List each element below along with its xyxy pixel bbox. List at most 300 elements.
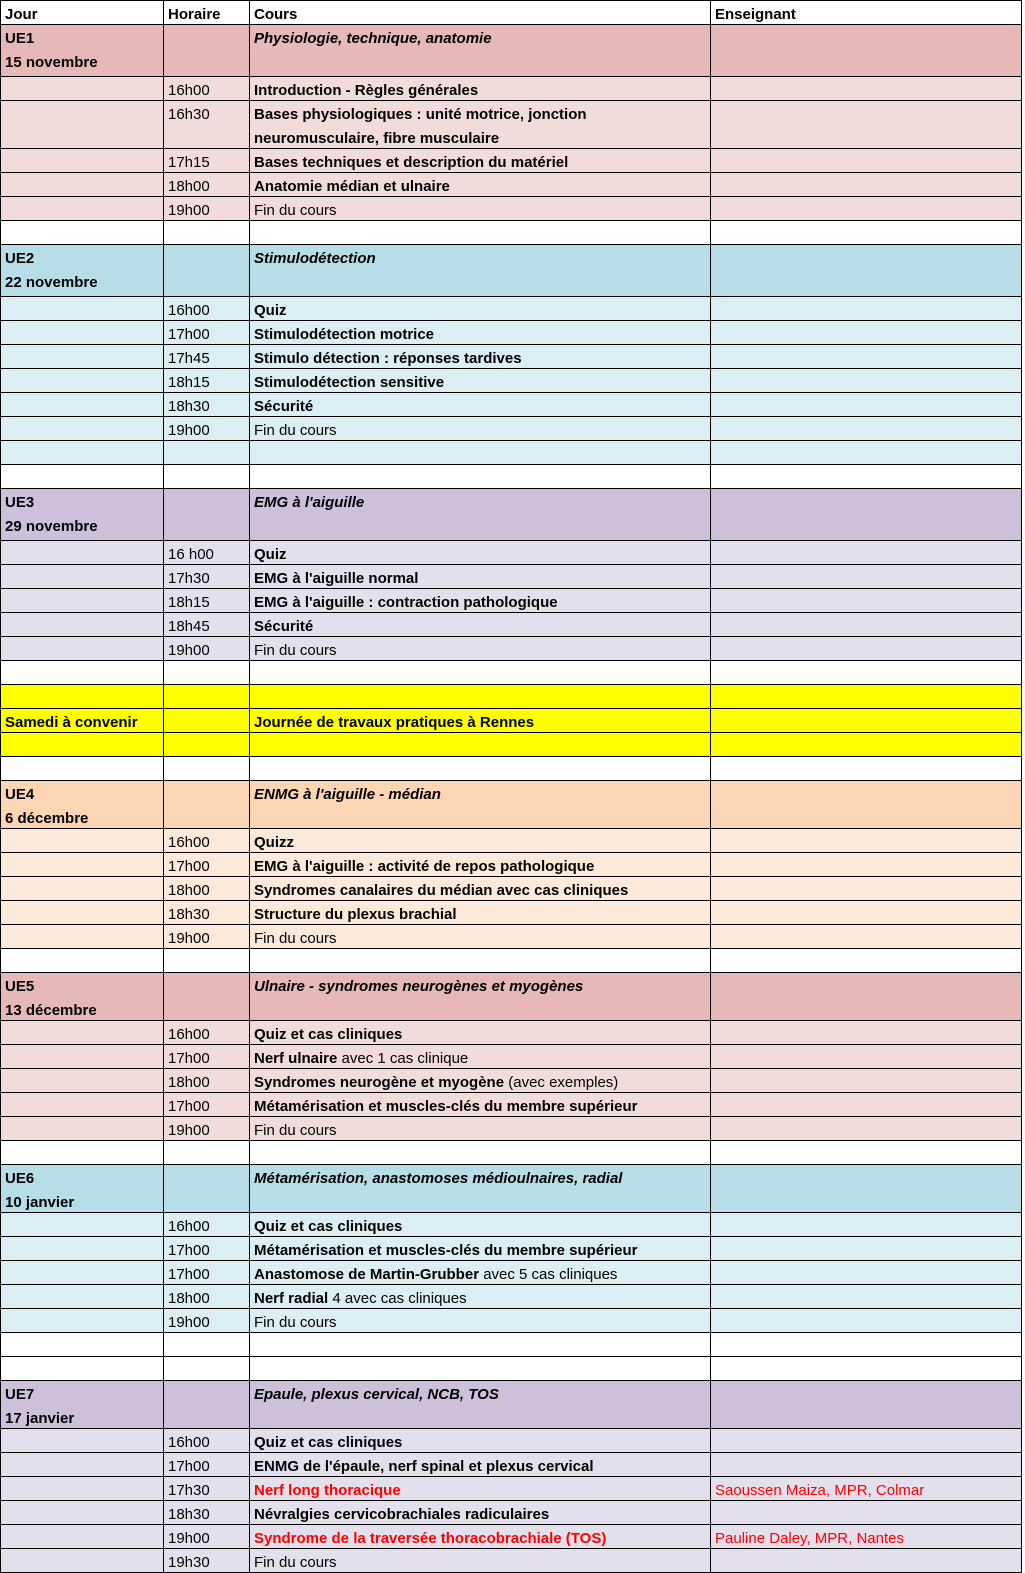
unit-title: ENMG à l'aiguille - médian [254, 786, 441, 803]
cell-cours [250, 973, 711, 1021]
cell-horaire: 17h15 [164, 149, 250, 173]
cell-cours [250, 465, 711, 489]
course-text: Quiz et cas cliniques [254, 1434, 403, 1451]
cell-jour [0, 321, 164, 345]
cell-cours [250, 1093, 711, 1117]
cell-jour: Samedi à convenir [0, 709, 164, 733]
cell-cours [250, 565, 711, 589]
course-text: Nerf radial [254, 1290, 329, 1307]
cell-enseignant [711, 1285, 1022, 1309]
table-row [0, 1261, 1022, 1285]
cell-cours: Journée de travaux pratiques à Rennes [250, 709, 711, 733]
cell-jour [0, 221, 164, 245]
cell-enseignant [711, 781, 1022, 829]
course-text: Fin du cours [254, 1554, 337, 1571]
cell-jour [0, 1141, 164, 1165]
table-row [0, 709, 1022, 733]
cell-cours [250, 877, 711, 901]
cell-horaire: 19h00 [164, 1309, 250, 1333]
unit-date: 15 novembre [5, 54, 98, 71]
table-row [0, 901, 1022, 925]
cell-horaire: 18h45 [164, 613, 250, 637]
cell-enseignant [711, 973, 1022, 1021]
table-row [0, 853, 1022, 877]
cell-horaire: 17h00 [164, 1093, 250, 1117]
cell-jour [0, 1285, 164, 1309]
cell-cours [250, 221, 711, 245]
cell-enseignant: Pauline Daley, MPR, Nantes [711, 1525, 1022, 1549]
cell-horaire: 17h00 [164, 1045, 250, 1069]
cell-jour [0, 1165, 164, 1213]
cell-jour [0, 1045, 164, 1069]
cell-enseignant [711, 173, 1022, 197]
cell-jour [0, 1213, 164, 1237]
cell-enseignant [711, 197, 1022, 221]
cell-horaire: 19h00 [164, 197, 250, 221]
cell-jour [0, 901, 164, 925]
cell-enseignant [711, 321, 1022, 345]
cell-horaire: 19h00 [164, 417, 250, 441]
cell-horaire [164, 465, 250, 489]
course-text: avec 1 cas clinique [337, 1050, 469, 1067]
cell-enseignant [711, 489, 1022, 541]
cell-cours [250, 1213, 711, 1237]
course-text: Fin du cours [254, 1314, 337, 1331]
cell-cours [250, 1069, 711, 1093]
cell-horaire [164, 661, 250, 685]
cell-cours [250, 1165, 711, 1213]
section-header-row [0, 973, 1022, 1021]
cell-horaire [164, 709, 250, 733]
unit-code: UE2 [5, 250, 35, 267]
cell-cours [250, 1117, 711, 1141]
course-text: EMG à l'aiguille normal [254, 570, 419, 587]
cell-horaire [164, 973, 250, 1021]
column-header-jour: Jour [0, 0, 164, 25]
cell-enseignant [711, 709, 1022, 733]
column-header-cours: Cours [250, 0, 711, 25]
cell-enseignant [711, 949, 1022, 973]
cell-enseignant [711, 1165, 1022, 1213]
empty-row [0, 661, 1022, 685]
course-text: 4 avec cas cliniques [328, 1290, 467, 1307]
table-row [0, 369, 1022, 393]
empty-row [0, 685, 1022, 709]
cell-horaire: 17h45 [164, 345, 250, 369]
cell-horaire [164, 685, 250, 709]
empty-row [0, 949, 1022, 973]
cell-horaire [164, 245, 250, 297]
cell-horaire [164, 1381, 250, 1429]
cell-enseignant [711, 393, 1022, 417]
cell-cours [250, 541, 711, 565]
cell-horaire [164, 781, 250, 829]
cell-horaire: 18h00 [164, 1069, 250, 1093]
unit-date: 13 décembre [5, 1002, 97, 1019]
cell-enseignant [711, 1429, 1022, 1453]
course-text: Métamérisation et muscles-clés du membre supérieur [254, 1242, 638, 1259]
cell-horaire [164, 733, 250, 757]
cell-enseignant [711, 1309, 1022, 1333]
cell-horaire [164, 1333, 250, 1357]
cell-cours [250, 417, 711, 441]
cell-jour [0, 733, 164, 757]
cell-cours [250, 661, 711, 685]
course-text: Bases physiologiques : unité motrice, jonction neuromusculaire, fibre musculaire [254, 106, 587, 147]
empty-row [0, 733, 1022, 757]
cell-enseignant [711, 541, 1022, 565]
course-text: Syndrome de la traversée thoracobrachiale (TOS) [254, 1530, 607, 1547]
cell-cours [250, 613, 711, 637]
cell-cours [250, 1261, 711, 1285]
cell-horaire: 16h00 [164, 829, 250, 853]
empty-row [0, 757, 1022, 781]
cell-horaire: 19h00 [164, 925, 250, 949]
cell-enseignant [711, 1141, 1022, 1165]
course-text: Fin du cours [254, 642, 337, 659]
cell-enseignant [711, 221, 1022, 245]
table-row [0, 345, 1022, 369]
cell-enseignant [711, 877, 1022, 901]
cell-jour [0, 101, 164, 149]
cell-horaire: 16 h00 [164, 541, 250, 565]
cell-jour [0, 149, 164, 173]
cell-horaire: 18h15 [164, 589, 250, 613]
cell-enseignant [711, 1333, 1022, 1357]
cell-enseignant [711, 465, 1022, 489]
cell-jour [0, 1501, 164, 1525]
course-text: avec 5 cas cliniques [479, 1266, 618, 1283]
cell-horaire: 19h00 [164, 637, 250, 661]
cell-jour [0, 877, 164, 901]
cell-horaire: 17h30 [164, 565, 250, 589]
cell-jour [0, 1333, 164, 1357]
cell-enseignant [711, 1021, 1022, 1045]
cell-jour [0, 489, 164, 541]
cell-cours [250, 1525, 711, 1549]
cell-jour [0, 853, 164, 877]
cell-enseignant [711, 613, 1022, 637]
course-text: Fin du cours [254, 930, 337, 947]
table-row [0, 1069, 1022, 1093]
cell-enseignant [711, 1261, 1022, 1285]
cell-jour [0, 441, 164, 465]
course-text: Quiz et cas cliniques [254, 1218, 403, 1235]
cell-cours [250, 1333, 711, 1357]
unit-date: 6 décembre [5, 810, 89, 827]
course-text: (avec exemples) [504, 1074, 619, 1091]
cell-jour [0, 565, 164, 589]
unit-date: 22 novembre [5, 274, 98, 291]
cell-cours [250, 637, 711, 661]
cell-horaire: 18h00 [164, 877, 250, 901]
cell-jour [0, 1549, 164, 1573]
cell-jour [0, 1069, 164, 1093]
unit-date: 29 novembre [5, 518, 98, 535]
cell-jour [0, 1021, 164, 1045]
unit-code: UE6 [5, 1170, 35, 1187]
course-text: Nerf ulnaire [254, 1050, 338, 1067]
cell-cours [250, 173, 711, 197]
cell-jour [0, 77, 164, 101]
table-row [0, 149, 1022, 173]
cell-cours [250, 901, 711, 925]
cell-jour [0, 1453, 164, 1477]
cell-horaire: 16h00 [164, 77, 250, 101]
course-text: Quizz [254, 834, 294, 851]
cell-enseignant [711, 1453, 1022, 1477]
cell-cours [250, 829, 711, 853]
section-header-row [0, 245, 1022, 297]
cell-horaire [164, 1357, 250, 1381]
cell-jour [0, 393, 164, 417]
cell-enseignant [711, 369, 1022, 393]
table-header [0, 0, 1022, 25]
unit-title: EMG à l'aiguille [254, 494, 365, 511]
cell-enseignant [711, 25, 1022, 77]
cell-enseignant [711, 853, 1022, 877]
unit-date: 10 janvier [5, 1194, 75, 1211]
cell-jour [0, 245, 164, 297]
cell-cours [250, 1141, 711, 1165]
course-text: Structure du plexus brachial [254, 906, 457, 923]
cell-jour [0, 541, 164, 565]
cell-horaire: 16h00 [164, 1021, 250, 1045]
cell-cours [250, 441, 711, 465]
course-text: Anatomie médian et ulnaire [254, 178, 450, 195]
cell-cours [250, 685, 711, 709]
cell-enseignant [711, 1093, 1022, 1117]
cell-cours [250, 77, 711, 101]
course-text: Syndromes neurogène et myogène [254, 1074, 505, 1091]
cell-horaire: 16h30 [164, 101, 250, 149]
cell-horaire: 19h00 [164, 1117, 250, 1141]
table-row [0, 297, 1022, 321]
cell-cours [250, 297, 711, 321]
table-row [0, 1045, 1022, 1069]
empty-row [0, 465, 1022, 489]
cell-enseignant [711, 1213, 1022, 1237]
cell-horaire: 19h30 [164, 1549, 250, 1573]
cell-horaire [164, 1165, 250, 1213]
course-text: Nerf long thoracique [254, 1482, 401, 1499]
cell-jour [0, 1525, 164, 1549]
course-text: Anastomose de Martin-Grubber [254, 1266, 480, 1283]
cell-cours [250, 1549, 711, 1573]
cell-enseignant [711, 637, 1022, 661]
cell-enseignant: Saoussen Maiza, MPR, Colmar [711, 1477, 1022, 1501]
table-row [0, 1549, 1022, 1573]
cell-cours [250, 1237, 711, 1261]
cell-horaire [164, 489, 250, 541]
course-text: Métamérisation et muscles-clés du membre supérieur [254, 1098, 638, 1115]
cell-horaire: 16h00 [164, 1429, 250, 1453]
unit-title: Stimulodétection [254, 250, 376, 267]
cell-horaire [164, 949, 250, 973]
cell-horaire: 17h00 [164, 1261, 250, 1285]
cell-cours [250, 1357, 711, 1381]
cell-horaire [164, 441, 250, 465]
table-row [0, 1501, 1022, 1525]
table-row [0, 877, 1022, 901]
cell-jour [0, 685, 164, 709]
cell-horaire: 18h00 [164, 173, 250, 197]
cell-horaire [164, 1141, 250, 1165]
cell-horaire: 18h30 [164, 901, 250, 925]
course-text: EMG à l'aiguille : contraction pathologique [254, 594, 558, 611]
table-row [0, 77, 1022, 101]
course-text: Stimulo détection : réponses tardives [254, 350, 522, 367]
cell-cours [250, 393, 711, 417]
course-text: Stimulodétection motrice [254, 326, 435, 343]
course-text: Stimulodétection sensitive [254, 374, 445, 391]
cell-cours [250, 1045, 711, 1069]
cell-jour [0, 637, 164, 661]
cell-horaire: 17h00 [164, 321, 250, 345]
unit-date: 17 janvier [5, 1410, 75, 1427]
unit-title: Ulnaire - syndromes neurogènes et myogènes [254, 978, 584, 995]
cell-jour [0, 417, 164, 441]
course-text: Sécurité [254, 618, 314, 635]
table-row [0, 1237, 1022, 1261]
cell-jour [0, 757, 164, 781]
cell-jour [0, 1261, 164, 1285]
cell-enseignant [711, 245, 1022, 297]
table-row [0, 1309, 1022, 1333]
cell-enseignant [711, 925, 1022, 949]
table-row [0, 173, 1022, 197]
cell-jour [0, 781, 164, 829]
table-row [0, 637, 1022, 661]
cell-cours [250, 781, 711, 829]
cell-cours [250, 101, 711, 149]
cell-cours [250, 1501, 711, 1525]
cell-enseignant [711, 685, 1022, 709]
empty-row [0, 1333, 1022, 1357]
cell-cours [250, 733, 711, 757]
cell-jour [0, 1117, 164, 1141]
cell-jour [0, 949, 164, 973]
cell-horaire [164, 25, 250, 77]
cell-cours [250, 245, 711, 297]
cell-jour [0, 465, 164, 489]
cell-enseignant [711, 77, 1022, 101]
cell-cours [250, 853, 711, 877]
cell-enseignant [711, 1381, 1022, 1429]
table-row [0, 1285, 1022, 1309]
table-row [0, 1477, 1022, 1501]
cell-horaire: 17h00 [164, 1237, 250, 1261]
cell-enseignant [711, 345, 1022, 369]
cell-horaire: 17h30 [164, 1477, 250, 1501]
cell-enseignant [711, 733, 1022, 757]
unit-title: Métamérisation, anastomoses médioulnaires, radial [254, 1170, 623, 1187]
cell-jour [0, 1237, 164, 1261]
course-text: Sécurité [254, 398, 314, 415]
course-text: Bases techniques et description du matériel [254, 154, 569, 171]
cell-jour [0, 1093, 164, 1117]
course-text: Fin du cours [254, 202, 337, 219]
table-row [0, 565, 1022, 589]
cell-cours [250, 949, 711, 973]
course-text: Fin du cours [254, 422, 337, 439]
cell-enseignant [711, 757, 1022, 781]
cell-jour [0, 1477, 164, 1501]
cell-cours [250, 589, 711, 613]
cell-enseignant [711, 1045, 1022, 1069]
empty-row [0, 1357, 1022, 1381]
course-text: ENMG de l'épaule, nerf spinal et plexus cervical [254, 1458, 594, 1475]
unit-code: UE3 [5, 494, 35, 511]
cell-jour [0, 345, 164, 369]
section-header-row [0, 1381, 1022, 1429]
empty-row [0, 1141, 1022, 1165]
cell-cours [250, 1021, 711, 1045]
cell-cours [250, 925, 711, 949]
cell-enseignant [711, 589, 1022, 613]
course-text: Introduction - Règles générales [254, 82, 479, 99]
cell-enseignant [711, 1357, 1022, 1381]
unit-title: Physiologie, technique, anatomie [254, 30, 492, 47]
cell-jour [0, 173, 164, 197]
cell-enseignant [711, 1237, 1022, 1261]
table-row [0, 393, 1022, 417]
cell-cours [250, 1309, 711, 1333]
course-text: Fin du cours [254, 1122, 337, 1139]
course-text: EMG à l'aiguille : activité de repos pathologique [254, 858, 595, 875]
cell-jour [0, 197, 164, 221]
cell-cours [250, 1453, 711, 1477]
column-header-enseignant: Enseignant [711, 0, 1022, 25]
table-row [0, 1213, 1022, 1237]
table-row [0, 1117, 1022, 1141]
unit-code: UE5 [5, 978, 35, 995]
cell-cours [250, 345, 711, 369]
cell-jour [0, 589, 164, 613]
cell-cours [250, 25, 711, 77]
section-header-row [0, 781, 1022, 829]
cell-jour [0, 1429, 164, 1453]
cell-cours [250, 1285, 711, 1309]
course-text: Quiz et cas cliniques [254, 1026, 403, 1043]
table-row [0, 541, 1022, 565]
cell-jour [0, 369, 164, 393]
table-row [0, 1093, 1022, 1117]
unit-code: UE7 [5, 1386, 35, 1403]
table-row [0, 589, 1022, 613]
cell-horaire [164, 221, 250, 245]
cell-enseignant [711, 101, 1022, 149]
unit-code: UE1 [5, 30, 35, 47]
section-header-row [0, 489, 1022, 541]
cell-enseignant [711, 417, 1022, 441]
cell-cours [250, 369, 711, 393]
table-row [0, 1021, 1022, 1045]
cell-enseignant [711, 661, 1022, 685]
cell-jour [0, 613, 164, 637]
cell-enseignant [711, 829, 1022, 853]
cell-horaire: 16h00 [164, 297, 250, 321]
cell-horaire [164, 757, 250, 781]
cell-enseignant [711, 901, 1022, 925]
course-text: Syndromes canalaires du médian avec cas cliniques [254, 882, 629, 899]
cell-jour [0, 1357, 164, 1381]
table-row [0, 925, 1022, 949]
cell-jour [0, 297, 164, 321]
cell-jour [0, 973, 164, 1021]
cell-jour [0, 1381, 164, 1429]
cell-horaire: 16h00 [164, 1213, 250, 1237]
